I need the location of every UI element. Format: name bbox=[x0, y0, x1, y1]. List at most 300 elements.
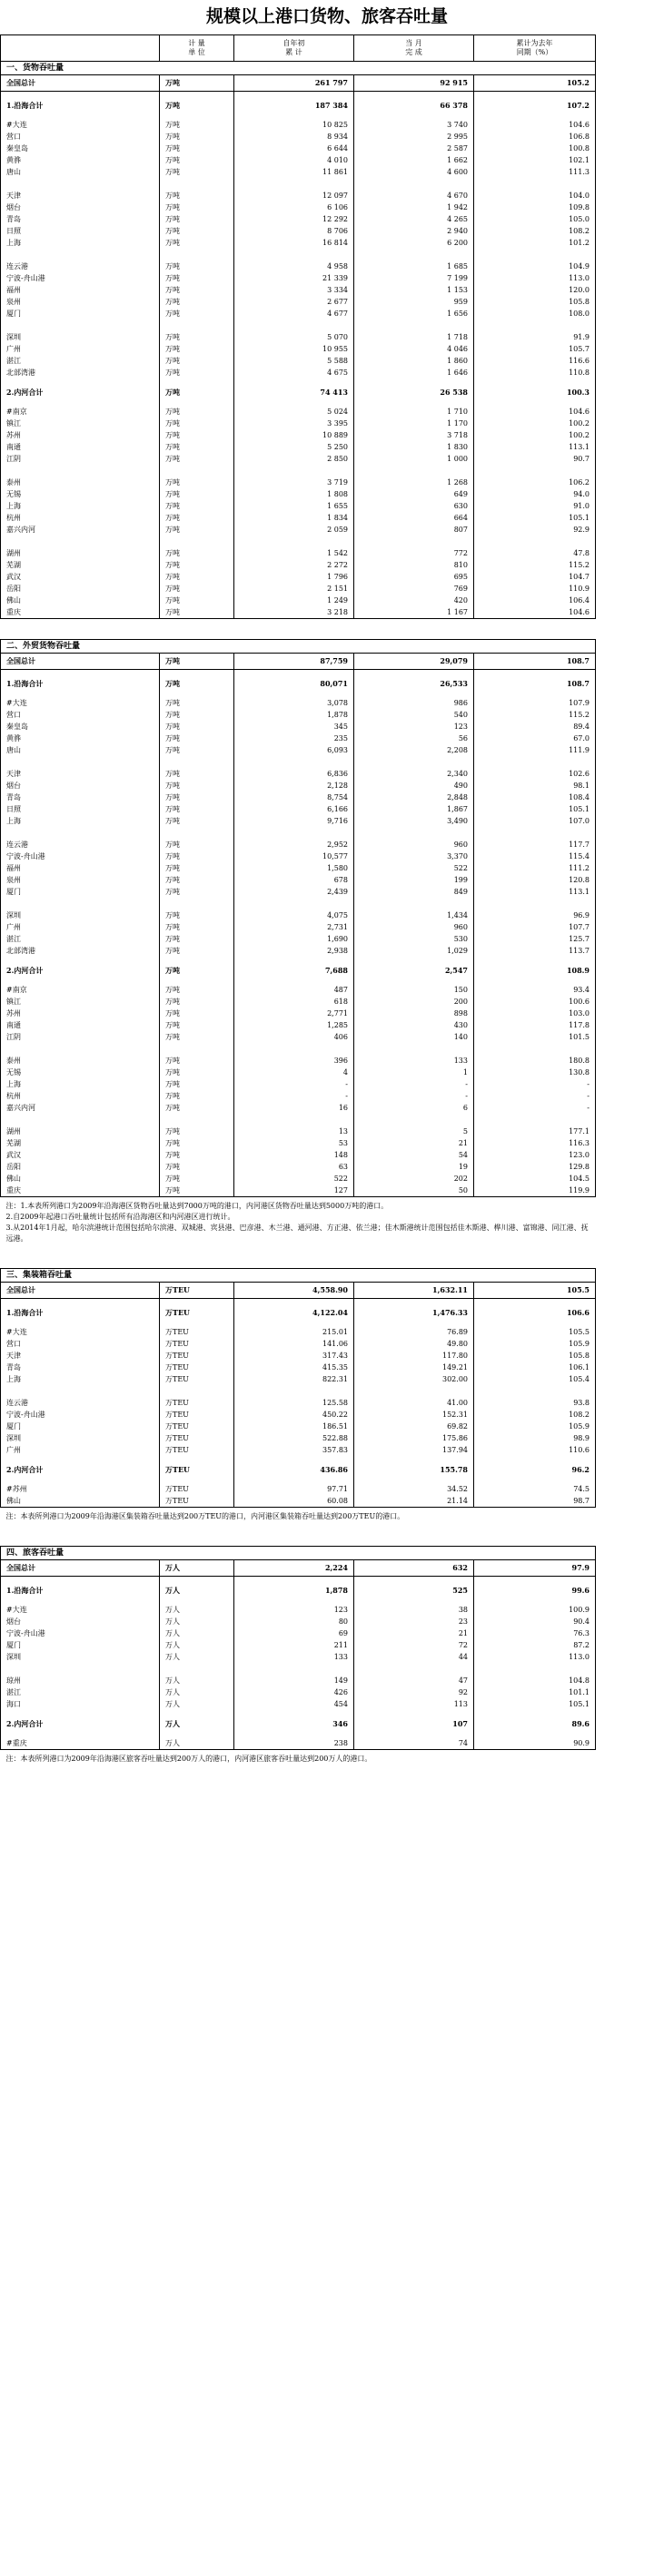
row-yoy: 119.9 bbox=[474, 1185, 596, 1197]
port-row bbox=[1, 1055, 654, 1067]
row-cumulative: 436.86 bbox=[234, 1456, 354, 1483]
row-month: 76.89 bbox=[354, 1326, 474, 1338]
row-cumulative bbox=[234, 1043, 354, 1055]
row-cumulative bbox=[234, 465, 354, 477]
row-name: 青岛 bbox=[1, 1362, 160, 1373]
spacer-row bbox=[1, 827, 654, 839]
row-cumulative: 317.43 bbox=[234, 1350, 354, 1362]
row-yoy: 115.2 bbox=[474, 559, 596, 571]
row-month: 3 740 bbox=[354, 119, 474, 131]
row-unit: 万吨 bbox=[160, 933, 234, 945]
national-total-row bbox=[1, 75, 654, 92]
row-cumulative: 1 655 bbox=[234, 500, 354, 512]
row-unit: 万吨 bbox=[160, 166, 234, 178]
row-month: 1 646 bbox=[354, 367, 474, 379]
section-title-row bbox=[1, 1269, 654, 1283]
row-name: 湛江 bbox=[1, 1686, 160, 1698]
row-name: 武汉 bbox=[1, 1149, 160, 1161]
header-yoy: 累计为去年 同期（%） bbox=[474, 35, 596, 62]
row-name: 上海 bbox=[1, 1373, 160, 1385]
row-yoy: 105.5 bbox=[474, 1283, 596, 1299]
row-cumulative: 5 588 bbox=[234, 355, 354, 367]
row-cumulative: 2 151 bbox=[234, 583, 354, 595]
row-unit: 万吨 bbox=[160, 119, 234, 131]
row-cumulative: 1 249 bbox=[234, 595, 354, 606]
row-month bbox=[354, 320, 474, 331]
row-yoy bbox=[474, 1114, 596, 1126]
row-unit: 万吨 bbox=[160, 1055, 234, 1067]
row-cumulative bbox=[234, 178, 354, 190]
row-name: 深圳 bbox=[1, 331, 160, 343]
row-month: 772 bbox=[354, 547, 474, 559]
row-yoy: 98.1 bbox=[474, 780, 596, 791]
row-month: 150 bbox=[354, 984, 474, 996]
row-yoy: 107.7 bbox=[474, 921, 596, 933]
row-yoy: 111.2 bbox=[474, 862, 596, 874]
row-unit bbox=[160, 756, 234, 768]
row-cumulative: 8,754 bbox=[234, 791, 354, 803]
row-month: 3 718 bbox=[354, 429, 474, 441]
subtotal-row bbox=[1, 670, 654, 698]
row-month: 113 bbox=[354, 1698, 474, 1710]
port-row bbox=[1, 429, 654, 441]
port-row bbox=[1, 143, 654, 154]
row-unit: 万吨 bbox=[160, 921, 234, 933]
row-cumulative: 80,071 bbox=[234, 670, 354, 698]
row-cumulative: 5 024 bbox=[234, 406, 354, 418]
row-month: 21.14 bbox=[354, 1495, 474, 1508]
row-month: 525 bbox=[354, 1577, 474, 1605]
row-yoy: 104.9 bbox=[474, 261, 596, 272]
port-row bbox=[1, 1149, 654, 1161]
row-cumulative: 487 bbox=[234, 984, 354, 996]
port-row bbox=[1, 1350, 654, 1362]
port-row bbox=[1, 441, 654, 453]
row-yoy: 107.0 bbox=[474, 815, 596, 827]
row-cumulative: 396 bbox=[234, 1055, 354, 1067]
row-yoy: 105.7 bbox=[474, 343, 596, 355]
row-cumulative: 63 bbox=[234, 1161, 354, 1173]
row-cumulative: 97.71 bbox=[234, 1483, 354, 1495]
row-unit: 万吨 bbox=[160, 874, 234, 886]
row-cumulative bbox=[234, 1114, 354, 1126]
row-yoy: 108.9 bbox=[474, 957, 596, 984]
port-row bbox=[1, 1008, 654, 1019]
spacer-row bbox=[1, 1663, 654, 1675]
row-cumulative: 10,577 bbox=[234, 850, 354, 862]
port-row bbox=[1, 768, 654, 780]
row-month: 140 bbox=[354, 1031, 474, 1043]
row-unit: 万TEU bbox=[160, 1397, 234, 1409]
row-unit: 万吨 bbox=[160, 1078, 234, 1090]
row-name: 烟台 bbox=[1, 202, 160, 213]
row-unit: 万吨 bbox=[160, 583, 234, 595]
row-cumulative: 148 bbox=[234, 1149, 354, 1161]
row-name: 1.沿海合计 bbox=[1, 1299, 160, 1327]
row-cumulative: 357.83 bbox=[234, 1444, 354, 1456]
port-row bbox=[1, 933, 654, 945]
spacer-row bbox=[1, 1043, 654, 1055]
port-row bbox=[1, 1326, 654, 1338]
row-cumulative: 53 bbox=[234, 1137, 354, 1149]
row-yoy: 104.6 bbox=[474, 606, 596, 619]
row-name: 苏州 bbox=[1, 1008, 160, 1019]
row-yoy: 105.1 bbox=[474, 512, 596, 524]
row-cumulative: 1 542 bbox=[234, 547, 354, 559]
row-unit: 万吨 bbox=[160, 721, 234, 732]
row-unit: 万TEU bbox=[160, 1326, 234, 1338]
row-unit: 万吨 bbox=[160, 697, 234, 709]
subtotal-row bbox=[1, 1577, 654, 1605]
row-month: 41.00 bbox=[354, 1397, 474, 1409]
row-month: 26 538 bbox=[354, 379, 474, 406]
port-row bbox=[1, 225, 654, 237]
subtotal-row bbox=[1, 957, 654, 984]
row-unit bbox=[160, 1043, 234, 1055]
row-yoy: 113.1 bbox=[474, 441, 596, 453]
row-month: 200 bbox=[354, 996, 474, 1008]
row-month: 1 656 bbox=[354, 308, 474, 320]
row-yoy: 100.8 bbox=[474, 143, 596, 154]
port-row bbox=[1, 945, 654, 957]
row-yoy: 115.2 bbox=[474, 709, 596, 721]
spacer-row bbox=[1, 756, 654, 768]
row-cumulative: 80 bbox=[234, 1616, 354, 1627]
port-row bbox=[1, 709, 654, 721]
row-unit: 万人 bbox=[160, 1675, 234, 1686]
row-yoy: 106.4 bbox=[474, 595, 596, 606]
row-name: 岳阳 bbox=[1, 1161, 160, 1173]
row-yoy: 110.9 bbox=[474, 583, 596, 595]
row-name: 深圳 bbox=[1, 909, 160, 921]
port-row bbox=[1, 343, 654, 355]
row-month: 117.80 bbox=[354, 1350, 474, 1362]
row-name: 泰州 bbox=[1, 1055, 160, 1067]
row-name: 青岛 bbox=[1, 791, 160, 803]
row-yoy: 123.0 bbox=[474, 1149, 596, 1161]
row-cumulative: 454 bbox=[234, 1698, 354, 1710]
row-month: 6 bbox=[354, 1102, 474, 1114]
row-name: 泉州 bbox=[1, 296, 160, 308]
row-yoy: 125.7 bbox=[474, 933, 596, 945]
row-unit: 万吨 bbox=[160, 732, 234, 744]
row-cumulative: 187 384 bbox=[234, 92, 354, 120]
row-cumulative: 426 bbox=[234, 1686, 354, 1698]
row-cumulative: 2 059 bbox=[234, 524, 354, 536]
port-row bbox=[1, 1444, 654, 1456]
port-row bbox=[1, 1686, 654, 1698]
row-cumulative: 1,580 bbox=[234, 862, 354, 874]
row-name bbox=[1, 465, 160, 477]
row-unit: 万吨 bbox=[160, 308, 234, 320]
row-name: 全国总计 bbox=[1, 75, 160, 92]
row-cumulative: 522 bbox=[234, 1173, 354, 1185]
row-month: - bbox=[354, 1078, 474, 1090]
row-yoy: 100.2 bbox=[474, 418, 596, 429]
row-month bbox=[354, 827, 474, 839]
row-name: 海口 bbox=[1, 1698, 160, 1710]
row-unit: 万TEU bbox=[160, 1432, 234, 1444]
port-row bbox=[1, 984, 654, 996]
row-name: 杭州 bbox=[1, 1090, 160, 1102]
row-unit: 万吨 bbox=[160, 815, 234, 827]
spacer-row bbox=[1, 465, 654, 477]
row-yoy bbox=[474, 898, 596, 909]
spacer-row bbox=[1, 178, 654, 190]
row-cumulative: 238 bbox=[234, 1737, 354, 1750]
port-row bbox=[1, 154, 654, 166]
row-name: 佛山 bbox=[1, 595, 160, 606]
row-yoy: 120.0 bbox=[474, 284, 596, 296]
row-unit: 万吨 bbox=[160, 803, 234, 815]
row-cumulative: 3 218 bbox=[234, 606, 354, 619]
row-unit: 万吨 bbox=[160, 886, 234, 898]
row-yoy: 113.0 bbox=[474, 1651, 596, 1663]
row-yoy: 92.9 bbox=[474, 524, 596, 536]
row-month: 54 bbox=[354, 1149, 474, 1161]
header-unit: 计 量 单 位 bbox=[160, 35, 234, 62]
row-month: 1,029 bbox=[354, 945, 474, 957]
row-month: 522 bbox=[354, 862, 474, 874]
row-cumulative: 3 395 bbox=[234, 418, 354, 429]
port-row bbox=[1, 1616, 654, 1627]
row-yoy: 106.1 bbox=[474, 1362, 596, 1373]
port-row bbox=[1, 909, 654, 921]
row-cumulative: 2,938 bbox=[234, 945, 354, 957]
row-yoy: 93.8 bbox=[474, 1397, 596, 1409]
row-yoy: 89.6 bbox=[474, 1710, 596, 1737]
port-row bbox=[1, 190, 654, 202]
row-unit: 万人 bbox=[160, 1577, 234, 1605]
row-yoy: 111.3 bbox=[474, 166, 596, 178]
row-month: 302.00 bbox=[354, 1373, 474, 1385]
row-yoy: 106.6 bbox=[474, 1299, 596, 1327]
row-unit: 万吨 bbox=[160, 512, 234, 524]
row-yoy: 108.7 bbox=[474, 654, 596, 670]
row-cumulative: 6,093 bbox=[234, 744, 354, 756]
row-name: 泰州 bbox=[1, 477, 160, 488]
row-month: 540 bbox=[354, 709, 474, 721]
row-yoy: 116.6 bbox=[474, 355, 596, 367]
row-cumulative: 450.22 bbox=[234, 1409, 354, 1421]
row-unit: 万吨 bbox=[160, 190, 234, 202]
row-month: 133 bbox=[354, 1055, 474, 1067]
row-yoy bbox=[474, 827, 596, 839]
footnote: 注：1.本表所列港口为2009年沿海港区货物吞吐量达到7000万吨的港口，内河港区货物吞吐量达到5000万吨的港口。 2.自2009年起港口吞吐量统计包括所有沿海港区和内河港区进行统计。 3.从2014年1月起，哈尔滨港统计范围包括哈尔滨港、双城港、宾县港、巴彦港、木兰港、通河港、方正港、依兰港；佳木斯港统计范围包括佳木斯港、桦川港、富锦港、同江港、抚远港。 bbox=[1, 1197, 596, 1249]
row-name: 镇江 bbox=[1, 996, 160, 1008]
row-month: 152.31 bbox=[354, 1409, 474, 1421]
row-name bbox=[1, 1043, 160, 1055]
row-cumulative bbox=[234, 1385, 354, 1397]
row-unit: 万吨 bbox=[160, 272, 234, 284]
row-cumulative: 2 677 bbox=[234, 296, 354, 308]
subtotal-row bbox=[1, 1710, 654, 1737]
row-month bbox=[354, 898, 474, 909]
row-unit: 万吨 bbox=[160, 367, 234, 379]
row-month: 898 bbox=[354, 1008, 474, 1019]
row-unit: 万吨 bbox=[160, 343, 234, 355]
row-cumulative: 4 010 bbox=[234, 154, 354, 166]
row-name: 营口 bbox=[1, 709, 160, 721]
row-month: 649 bbox=[354, 488, 474, 500]
row-yoy: 108.2 bbox=[474, 225, 596, 237]
row-cumulative: 10 955 bbox=[234, 343, 354, 355]
row-yoy bbox=[474, 178, 596, 190]
row-name: 武汉 bbox=[1, 571, 160, 583]
row-month: 630 bbox=[354, 500, 474, 512]
row-cumulative: 2,439 bbox=[234, 886, 354, 898]
row-unit: 万吨 bbox=[160, 406, 234, 418]
row-unit bbox=[160, 320, 234, 331]
row-unit bbox=[160, 178, 234, 190]
row-yoy: 105.1 bbox=[474, 803, 596, 815]
row-month: 2,848 bbox=[354, 791, 474, 803]
port-row bbox=[1, 1090, 654, 1102]
port-row bbox=[1, 1338, 654, 1350]
row-unit: 万TEU bbox=[160, 1495, 234, 1508]
row-unit bbox=[160, 898, 234, 909]
row-yoy: 130.8 bbox=[474, 1067, 596, 1078]
row-month: 74 bbox=[354, 1737, 474, 1750]
row-name: 苏州 bbox=[1, 429, 160, 441]
row-month bbox=[354, 756, 474, 768]
row-cumulative: 60.08 bbox=[234, 1495, 354, 1508]
section-title: 四、旅客吞吐量 bbox=[1, 1547, 596, 1560]
row-yoy: 74.5 bbox=[474, 1483, 596, 1495]
row-yoy: 120.8 bbox=[474, 874, 596, 886]
row-name: #大连 bbox=[1, 697, 160, 709]
row-month: 2 940 bbox=[354, 225, 474, 237]
row-name: 营口 bbox=[1, 131, 160, 143]
row-name: 广州 bbox=[1, 1444, 160, 1456]
row-unit: 万吨 bbox=[160, 595, 234, 606]
port-row bbox=[1, 1675, 654, 1686]
port-row bbox=[1, 1102, 654, 1114]
row-cumulative: 3 719 bbox=[234, 477, 354, 488]
port-row bbox=[1, 815, 654, 827]
row-cumulative: 12 292 bbox=[234, 213, 354, 225]
row-cumulative: 6 106 bbox=[234, 202, 354, 213]
row-name: 江阴 bbox=[1, 1031, 160, 1043]
row-unit: 万TEU bbox=[160, 1338, 234, 1350]
row-name: 日照 bbox=[1, 803, 160, 815]
row-yoy: - bbox=[474, 1102, 596, 1114]
row-name bbox=[1, 536, 160, 547]
row-name: 青岛 bbox=[1, 213, 160, 225]
row-name: 南通 bbox=[1, 1019, 160, 1031]
row-month: 960 bbox=[354, 921, 474, 933]
port-row bbox=[1, 272, 654, 284]
row-unit: 万吨 bbox=[160, 441, 234, 453]
port-row bbox=[1, 1651, 654, 1663]
row-yoy: 102.6 bbox=[474, 768, 596, 780]
row-unit: 万吨 bbox=[160, 154, 234, 166]
row-yoy: 113.7 bbox=[474, 945, 596, 957]
row-yoy: 101.2 bbox=[474, 237, 596, 249]
row-name: 1.沿海合计 bbox=[1, 92, 160, 120]
row-yoy: 100.2 bbox=[474, 429, 596, 441]
row-name: 重庆 bbox=[1, 606, 160, 619]
port-row bbox=[1, 571, 654, 583]
row-yoy: 99.6 bbox=[474, 1577, 596, 1605]
row-unit: 万吨 bbox=[160, 945, 234, 957]
row-yoy: 104.6 bbox=[474, 119, 596, 131]
row-unit: 万吨 bbox=[160, 379, 234, 406]
row-yoy: 90.9 bbox=[474, 1737, 596, 1750]
row-unit: 万吨 bbox=[160, 477, 234, 488]
row-cumulative: 6,166 bbox=[234, 803, 354, 815]
row-unit bbox=[160, 536, 234, 547]
port-row bbox=[1, 559, 654, 571]
row-cumulative: 822.31 bbox=[234, 1373, 354, 1385]
row-name: 秦皇岛 bbox=[1, 143, 160, 154]
row-yoy: 89.4 bbox=[474, 721, 596, 732]
port-row bbox=[1, 524, 654, 536]
header-name bbox=[1, 35, 160, 62]
port-row bbox=[1, 862, 654, 874]
row-yoy: 110.8 bbox=[474, 367, 596, 379]
row-yoy bbox=[474, 1385, 596, 1397]
row-month: 19 bbox=[354, 1161, 474, 1173]
port-row bbox=[1, 1421, 654, 1432]
row-month: 849 bbox=[354, 886, 474, 898]
row-yoy: - bbox=[474, 1090, 596, 1102]
footnote: 注：本表所列港口为2009年沿海港区旅客吞吐量达到200万人的港口，内河港区旅客吞吐量达到200万人的港口。 bbox=[1, 1750, 596, 1769]
row-yoy: 105.9 bbox=[474, 1338, 596, 1350]
row-cumulative: 2,224 bbox=[234, 1560, 354, 1577]
row-unit: 万TEU bbox=[160, 1444, 234, 1456]
row-cumulative: - bbox=[234, 1078, 354, 1090]
row-unit: 万吨 bbox=[160, 429, 234, 441]
row-name: 北部湾港 bbox=[1, 945, 160, 957]
row-unit: 万吨 bbox=[160, 1008, 234, 1019]
spacer-row bbox=[1, 320, 654, 331]
port-row bbox=[1, 1737, 654, 1750]
national-total-row bbox=[1, 1560, 654, 1577]
row-unit: 万吨 bbox=[160, 791, 234, 803]
row-unit: 万吨 bbox=[160, 225, 234, 237]
row-name: 广州 bbox=[1, 921, 160, 933]
port-row bbox=[1, 453, 654, 465]
row-yoy: 105.4 bbox=[474, 1373, 596, 1385]
row-unit: 万吨 bbox=[160, 957, 234, 984]
row-name: 北部湾港 bbox=[1, 367, 160, 379]
row-month bbox=[354, 536, 474, 547]
row-unit: 万吨 bbox=[160, 524, 234, 536]
section-title: 三、集装箱吞吐量 bbox=[1, 1269, 596, 1283]
row-cumulative: 678 bbox=[234, 874, 354, 886]
port-row bbox=[1, 500, 654, 512]
row-name: 1.沿海合计 bbox=[1, 1577, 160, 1605]
row-cumulative: 12 097 bbox=[234, 190, 354, 202]
row-yoy: 106.8 bbox=[474, 131, 596, 143]
row-cumulative: 87,759 bbox=[234, 654, 354, 670]
port-row bbox=[1, 1019, 654, 1031]
port-row bbox=[1, 850, 654, 862]
row-cumulative: 261 797 bbox=[234, 75, 354, 92]
row-cumulative: 4 675 bbox=[234, 367, 354, 379]
row-unit bbox=[160, 1385, 234, 1397]
row-name: 秦皇岛 bbox=[1, 721, 160, 732]
row-yoy: 105.0 bbox=[474, 213, 596, 225]
row-unit: 万人 bbox=[160, 1604, 234, 1616]
row-month: 2,547 bbox=[354, 957, 474, 984]
port-row bbox=[1, 237, 654, 249]
row-unit: 万TEU bbox=[160, 1362, 234, 1373]
row-cumulative bbox=[234, 756, 354, 768]
row-month: 26,533 bbox=[354, 670, 474, 698]
row-yoy bbox=[474, 465, 596, 477]
